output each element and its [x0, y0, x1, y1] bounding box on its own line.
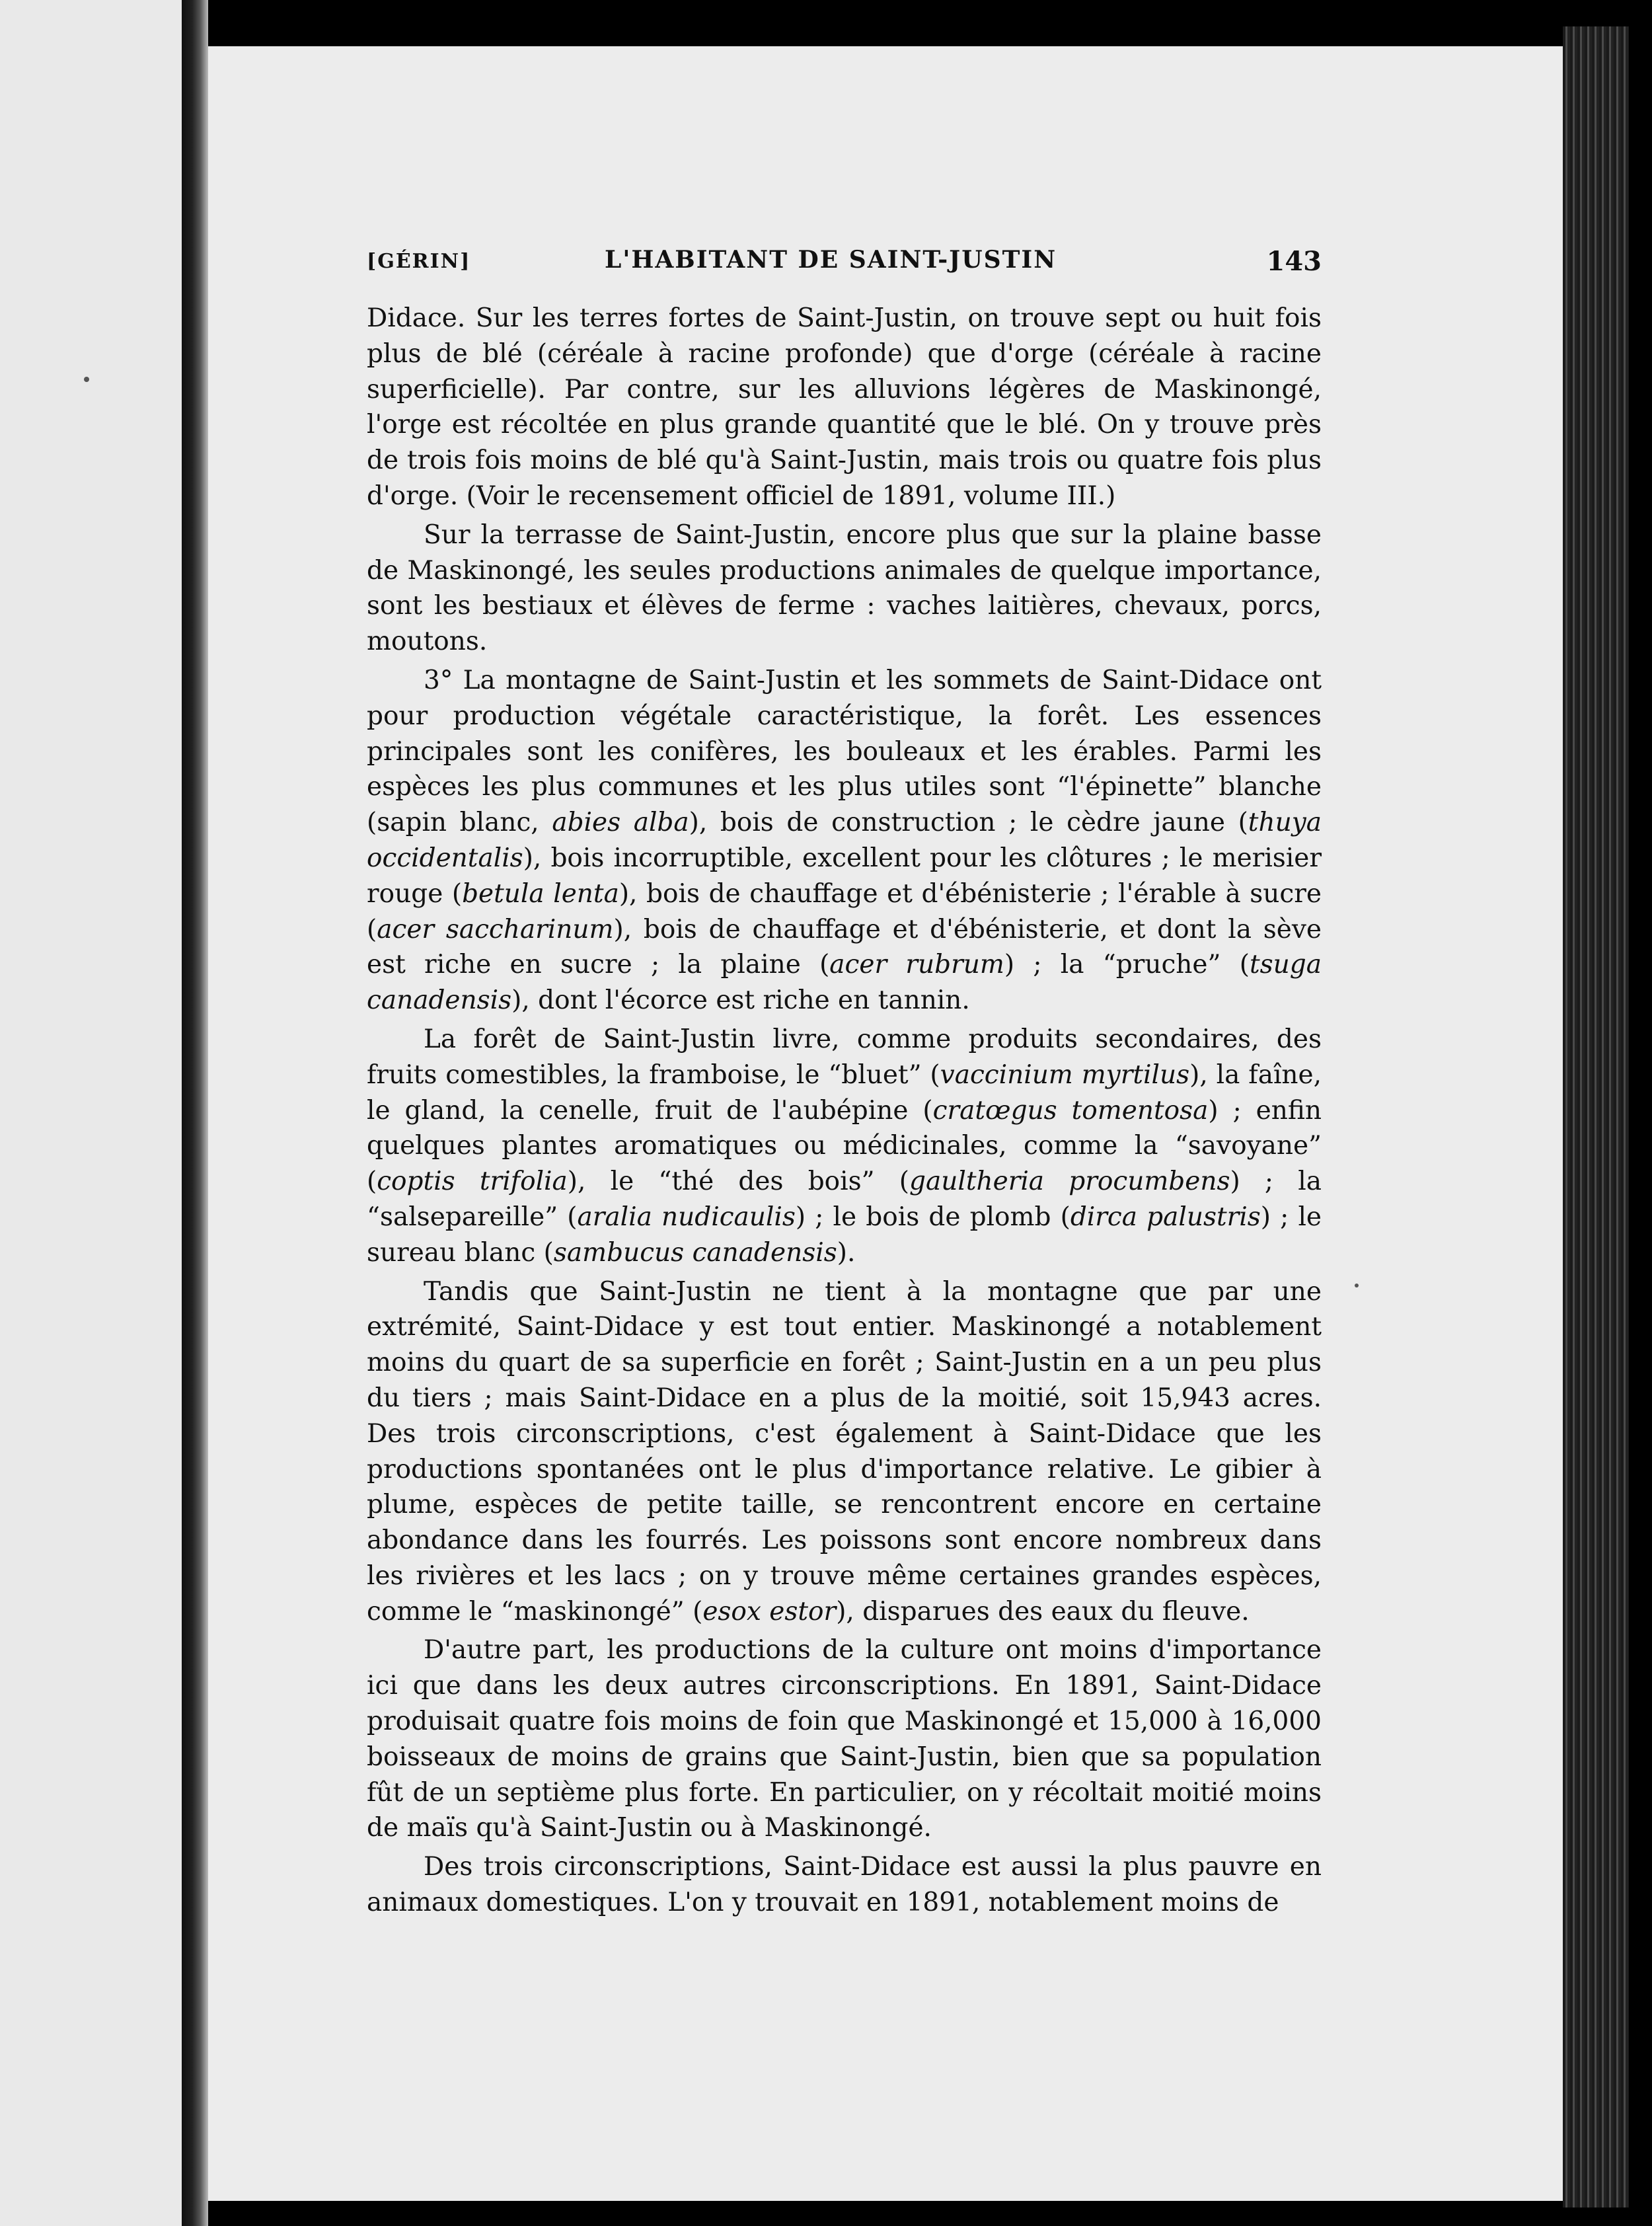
text-run: ), bois de chauffage et d'ébénisterie, et dont la sève est riche en sucre ; la plaine (: [367, 914, 1322, 980]
page-edge-stack: [1563, 26, 1629, 2207]
text-run: 3° La montagne de Saint-Justin et les sommets de Saint-Didace ont pour production végétale caractéristique, la forêt. Les essences principales sont les conifères, les bouleaux et les érables. Parmi les espèces les plus communes et les plus utiles sont “l'épinette” blanche (sapin blanc,: [367, 665, 1322, 838]
paragraph: [367, 1022, 1322, 1271]
speck-mark: [84, 377, 89, 382]
species-name: sambucus canadensis: [553, 1237, 837, 1268]
text-run: La forêt de Saint-Justin livre, comme produits secondaires, des fruits comestibles, la framboise, le “bluet” (: [367, 1024, 1322, 1090]
running-header: [367, 246, 1322, 286]
text-run: ).: [837, 1237, 856, 1268]
paragraph: [367, 663, 1322, 1018]
text-run: Des trois circonscriptions, Saint-Didace est aussi la plus pauvre en animaux domestiques. L'on y trouvait en 1891, notablement moins de: [367, 1852, 1322, 1918]
species-name: gaultheria procumbens: [909, 1167, 1230, 1197]
species-name: thuya occidentalis: [367, 808, 1322, 873]
paragraph: [367, 518, 1322, 660]
text-run: ), dont l'écorce est riche en tannin.: [511, 985, 970, 1016]
text-run: ) ; enfin quelques plantes aromatiques ou médicinales, comme la “savoyane” (: [367, 1095, 1322, 1197]
left-facing-page: [0, 0, 182, 2226]
text-run: ) ; le bois de plomb (: [795, 1202, 1070, 1232]
header-title: L'HABITANT DE SAINT-JUSTIN: [605, 246, 1057, 274]
header-author: [GÉRIN]: [367, 250, 471, 273]
species-name: coptis trifolia: [377, 1167, 568, 1197]
species-name: acer saccharinum: [377, 914, 614, 944]
text-run: ), disparues des eaux du fleuve.: [836, 1596, 1250, 1627]
species-name: aralia nudicaulis: [577, 1202, 796, 1232]
text-run: ), la faîne, le gland, la cenelle, fruit de l'aubépine (: [367, 1059, 1322, 1126]
text-run: ), bois de chauffage et d'ébénisterie ; l'érable à sucre (: [367, 878, 1322, 944]
species-name: esox estor: [702, 1596, 837, 1627]
text-run: ) ; le sureau blanc (: [367, 1202, 1322, 1268]
species-name: abies alba: [552, 808, 689, 838]
paragraph: [367, 1632, 1322, 1846]
paragraph: [367, 1849, 1322, 1921]
text-run: D'autre part, les productions de la culture ont moins d'importance ici que dans les deux autres circonscriptions. En 1891, Saint-Didace produisait quatre fois moins de foin que Maskinongé et 15,000 à 16,000 boisseaux de moins de grains que Saint-Justin, bien que sa population fût de un septième plus forte. En particulier, on y récoltait moitié moins de maïs qu'à Saint-Justin ou à Maskinongé.: [367, 1635, 1322, 1843]
text-run: Tandis que Saint-Justin ne tient à la montagne que par une extrémité, Saint-Didace y est tout entier. Maskinongé a notablement moins du quart de sa superficie en forêt ; Saint-Justin en a un peu plus du tiers ; mais Saint-Didace en a plus de la moitié, soit 15,943 acres. Des trois circonscriptions, c'est également à Saint-Didace que les productions spontanées ont le plus d'importance relative. Le gibier à plume, espèces de petite taille, se rencontrent encore en certaine abondance dans les fourrés. Les poissons sont encore nombreux dans les rivières et les lacs ; on y trouve même certaines grandes espèces, comme le “maskinongé” (: [367, 1276, 1322, 1627]
paragraph: [367, 301, 1322, 514]
text-run: Sur la terrasse de Saint-Justin, encore plus que sur la plaine basse de Maskinongé, les seules productions animales de quelque importance, sont les bestiaux et élèves de ferme : vaches laitières, chevaux, porcs, moutons.: [367, 519, 1322, 657]
page-number: 143: [1266, 246, 1322, 277]
species-name: betula lenta: [462, 878, 619, 909]
book-gutter: [182, 0, 208, 2226]
text-run: Didace. Sur les terres fortes de Saint-Justin, on trouve sept ou huit fois plus de blé (céréale à racine profonde) que d'orge (céréale à racine superficielle). Par contre, sur les alluvions légères de Maskinongé, l'orge est récoltée en plus grande quantité que le blé. On y trouve près de trois fois moins de blé qu'à Saint-Justin, mais trois ou quatre fois plus d'orge. (Voir le recensement officiel de 1891, volume III.): [367, 303, 1322, 511]
text-run: ), bois incorruptible, excellent pour les clôtures ; le merisier rouge (: [367, 843, 1322, 909]
speck-mark: [1355, 1284, 1359, 1287]
body-text: [367, 301, 1322, 1924]
species-name: cratœgus tomentosa: [932, 1095, 1209, 1126]
species-name: acer rubrum: [829, 950, 1004, 980]
species-name: dirca palustris: [1070, 1202, 1261, 1232]
text-run: ), bois de construction ; le cèdre jaune (: [689, 808, 1248, 838]
paragraph: [367, 1274, 1322, 1630]
species-name: tsuga canadensis: [367, 950, 1322, 1016]
text-run: ) ; la “salsepareille” (: [367, 1167, 1322, 1232]
text-run: ), le “thé des bois” (: [567, 1167, 910, 1197]
species-name: vaccinium myrtilus: [940, 1059, 1190, 1090]
text-run: ) ; la “pruche” (: [1004, 950, 1250, 980]
